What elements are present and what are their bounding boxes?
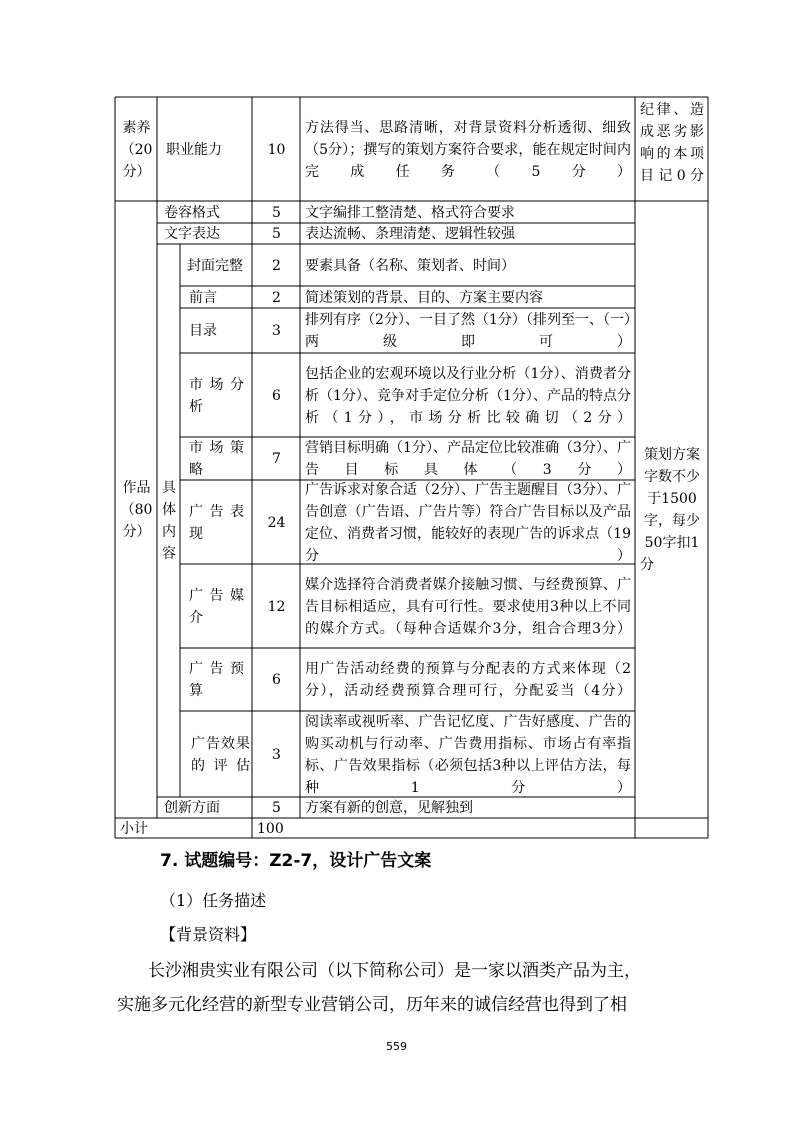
item-professional-ability: 职业能力: [166, 141, 222, 158]
item-ad-budget: 广告预算: [189, 661, 244, 699]
item-format: 卷容格式: [164, 204, 220, 221]
item-contents: 目录: [189, 323, 217, 339]
score-contents: 3: [272, 323, 281, 339]
score-ad-media: 12: [267, 598, 286, 615]
standard-preface: 简述策划的背景、目的、方案主要内容: [305, 289, 543, 306]
page-number: 559: [386, 1040, 407, 1053]
standard-ad-presentation: 广告诉求对象合适（2分）、广告主题醒目（3分）、广告创意（广告语、广告片等）符合广告目标以及产品定位、消费者习惯，能较好的表现广告的诉求点（19分）: [305, 481, 631, 564]
standard-format: 文字编排工整清楚、格式符合要求: [305, 204, 515, 221]
score-market-strategy: 7: [272, 451, 281, 467]
standard-ad-budget: 用广告活动经费的预算与分配表的方式来体现（2分），活动经费预算合理可行，分配妥当（4分）: [305, 661, 631, 699]
standard-expression: 表达流畅、条理清楚、逻辑性较强: [305, 226, 515, 242]
standard-innovation: 方案有新的创意，见解独到: [305, 800, 473, 816]
item-market-strategy: 市场策略: [189, 440, 244, 478]
background-title: 【背景资料】: [160, 925, 257, 944]
item-ad-effect: 广告效果的评估: [191, 735, 250, 774]
standard-market-analysis: 包括企业的宏观环境以及行业分析（1分）、消费者分析（1分）、竞争对手定位分析（1分）、产品的特点分析（1分），市场分析比较确切（2分）: [305, 365, 631, 426]
score-expression: 5: [272, 226, 281, 242]
category-literacy: 素养（20分）: [120, 119, 153, 180]
score-ad-effect: 3: [272, 746, 281, 763]
score-format: 5: [272, 204, 281, 221]
score-ad-presentation: 24: [267, 514, 286, 531]
standard-ad-effect: 阅读率或视听率、广告记忆度、广告好感度、广告的购买动机与行动率、广告费用指标、市场占有率指标、广告效果指标（必须包括3种以上评估方法，每种1分）: [305, 713, 631, 796]
item-innovation: 创新方面: [164, 800, 220, 816]
standard-ad-media: 媒介选择符合消费者媒介接触习惯、与经费预算、广告目标相适应，具有可行性。要求使用3种以上不同的媒介方式。（每种合适媒介3分，组合合理3分）: [305, 576, 631, 637]
section-heading: 7. 试题编号：Z2-7，设计广告文案: [160, 851, 432, 871]
group-specific-content: 具体内容: [162, 480, 176, 562]
task-description-title: （1）任务描述: [160, 891, 267, 910]
score-market-analysis: 6: [272, 387, 281, 404]
standard-contents: 排列有序（2分）、一目了然（1分）（排列至一、（一）两级即可）: [305, 312, 631, 350]
standard-cover: 要素具备（名称、策划者、时间）: [305, 257, 515, 274]
score-innovation: 5: [272, 800, 281, 816]
note-discipline: 纪律、造成恶劣影响的本项目记0分: [640, 102, 704, 184]
item-preface: 前言: [189, 289, 217, 306]
background-paragraph-line-1: 长沙湘贵实业有限公司（以下简称公司）是一家以酒类产品为主，: [148, 961, 641, 981]
category-work: 作品（80分）: [120, 480, 153, 540]
item-market-analysis: 市场分析: [189, 376, 244, 415]
score-professional-ability: 10: [267, 141, 286, 158]
score-preface: 2: [272, 289, 281, 306]
subtotal-score: 100: [257, 820, 284, 837]
score-cover: 2: [272, 257, 281, 274]
standard-professional-ability: 方法得当、思路清晰，对背景资料分析透彻、细致（5分）；撰写的策划方案符合要求，能在规定时间内完成任务（5分）: [305, 119, 631, 180]
background-paragraph-line-2: 实施多元化经营的新型专业营销公司，历年来的诚信经营也得到了相: [117, 995, 627, 1015]
score-ad-budget: 6: [272, 672, 281, 688]
item-expression: 文字表达: [164, 226, 220, 242]
item-cover: 封面完整: [187, 257, 243, 274]
item-ad-media: 广告媒介: [189, 587, 244, 626]
subtotal-label: 小计: [120, 820, 148, 837]
note-word-count: 策划方案字数不少于1500字，每少50字扣1分: [640, 447, 700, 573]
item-ad-presentation: 广告表现: [189, 503, 244, 542]
standard-market-strategy: 营销目标明确（1分）、产品定位比较准确（3分）、广告目标具体（3分）: [305, 440, 631, 478]
